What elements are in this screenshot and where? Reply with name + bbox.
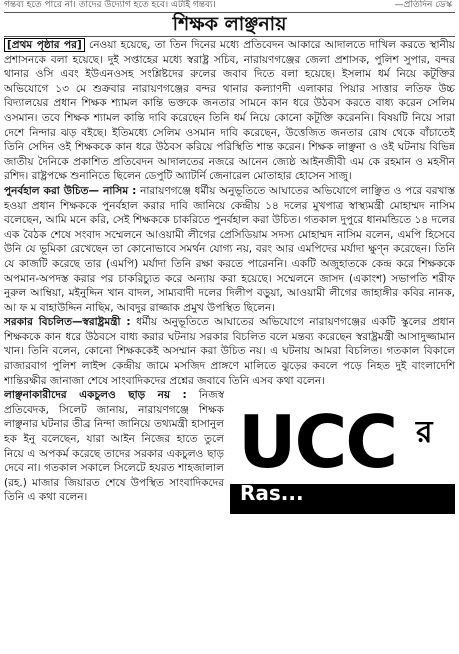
paragraph-nasim <box>4 184 455 315</box>
headline-divider <box>4 36 455 37</box>
ad-band-text: Ras... <box>240 481 304 506</box>
paragraph-home-minister <box>4 315 455 388</box>
paragraph-text: নিজস্ব প্রতিবেদক, সিলেট জানায়, নারায়ণগঞ্জে শিক্ষক লাঞ্ছনার ঘটনার তীব্র নিন্দা জানিয়ে তথ্যমন্ত্রী হাসানুল হক ইনু বলেছেন, যারা আইন নিজের হাতে তুলে নিয়ে এ অপকর্ম করেছে তাদের সরকার একচুলও ছাড় দেবে না। গতকাল সকালে সিলেটে হযরত শাহজালাল (রহ.) মাজার জিয়ারত শেষে উপস্থিত সাংবাদিকদের তিনি এ কথা বলেন। <box>4 389 224 504</box>
paragraph-text: ধর্মীয় অনুভূতিতে আঘাতের অভিযোগে নারায়ণগঞ্জের একটি স্কুলের প্রধান শিক্ষককে কান ধরে উঠবসে বাধ্য করার ঘটনায় সরকার বিচলিত বলে মন্তব্য করেছেন স্বরাষ্ট্রমন্ত্রী আসাদুজ্জামান খান। তিনি বলেন, কোনো শিক্ষককেই অসম্মান করা উচিত নয়। এ ঘটনায় আমরা বিচলিত। গতকাল বিকালে রাজারবাগ পুলিশ লাইন্স কেন্দ্রীয় জামে মসজিদ প্রাঙ্গণে মালিতে ঝুড়ের কবলে পড়ে নিহত দুই বাংলাদেশি শান্তিরক্ষীর জানাজা শেষে সাংবাদিকদের প্রশ্নের জবাবে তিনি এসব কথা বলেন। <box>4 316 455 387</box>
ad-band <box>230 481 455 514</box>
ucc-logo-suffix: র <box>416 415 433 451</box>
advertisement <box>230 404 455 514</box>
paragraph-continuation <box>4 38 455 184</box>
paragraph-text: নেওয়া হয়েছে, তা তিন দিনের মধ্যে প্রতিবেদন আকারে আদালতে দাখিল করতে স্থানীয় প্রশাসনকে বলা হয়েছে। দুই সপ্তাহের মধ্যে স্বরাষ্ট্র সচিব, নারায়ণগঞ্জের জেলা প্রশাসক, পুলিশ সুপার, বন্দর থানার ওসি এবং ইউএনওসহ সংশ্লিষ্টদের রুলের জবাব দিতে বলা হয়েছে। ইসলাম ধর্ম নিয়ে কটূক্তির অভিযোগে ১৩ মে শুক্রবার নারায়ণগঞ্জের বন্দর থানার কল্যাণদী এলাকার পিয়ার সাত্তার লতিফ উচ্চ বিদ্যালয়ের প্রধান শিক্ষক শ্যামল কান্তি ভক্তকে জনতার সামনে কান ধরে উঠবস করতে বাধ্য করেন সেলিম ওসমান। তবে শিক্ষক শ্যামল কান্তি দাবি করেছেন তিনি ধর্ম নিয়ে কোনো কটূক্তি করেননি। বিষয়টি নিয়ে সারা দেশে নিন্দার ঝড় বইছে। ইতিমধ্যে সেলিম ওসমান দাবি করেছেন, উত্তেজিত জনতার রোষ থেকে বাঁচাতেই তিনি সেদিন ওই শিক্ষককে কান ধরে উঠবস করিয়ে পরিস্থিতি শান্ত করেন। শিক্ষক লাঞ্ছনা ও ওই ঘটনায় বিভিন্ন জাতীয় দৈনিকে প্রকাশিত প্রতিবেদন আদালতের নজরে আনেন জ্যেষ্ঠ আইনজীবী এম কে রহমান ও মহসীন রশিদ। রাষ্ট্রপক্ষে শুনানিতে ছিলেন ডেপুটি অ্যাটর্নি জেনারেল মোতাহার হোসেন সাজু। <box>4 39 455 183</box>
previous-article-text: গন্তব্য হতে পারে না। তাদের উদ্যোগ হতে হবে। এটাই গন্তব্য। <box>4 0 216 10</box>
subhead-inu: লাঞ্ছনাকারীদের একচুলও ছাড় নয় : <box>4 389 187 402</box>
continuation-tag: [প্রথম পৃষ্ঠার পর] <box>4 38 85 52</box>
article-body <box>4 38 455 654</box>
ucc-logo-text: UCC <box>238 404 397 485</box>
previous-article-source: —প্রতিদিন ডেস্ক <box>394 0 452 10</box>
article-headline: শিক্ষক লাঞ্ছনায় <box>172 13 287 35</box>
paragraph-text: নারায়ণগঞ্জে ধর্মীয় অনুভূতিতে আঘাতের অভিযোগে লাঞ্ছিত ও পরে বরখাস্ত হওয়া প্রধান শিক্ষককে পুনর্বহাল করার দাবি জানিয়ে কেন্দ্রীয় ১৪ দলের মুখপাত্র স্বাস্থ্যমন্ত্রী মোহাম্মদ নাসিম বলেছেন, আমি মনে করি, সেই শিক্ষককে চাকরিতে পুনর্বহাল করা উচিত। গতকাল দুপুরে ধানমন্ডিতে ১৪ দলের এক বৈঠক শেষে সংবাদ সম্মেলনে আওয়ামী লীগের প্রেসিডিয়াম সদস্য মোহাম্মদ নাসিম বলেন, এমপি হিসেবে উনি যে ভূমিকা রেখেছেন তা কোনোভাবে সমর্থন যোগ্য নয়, বরং আর এমপিদের মর্যাদা ক্ষুণ্ন করেছেন। তিনি যে কাজটি করেছে তার (এমপি) মর্যাদা তিনি রক্ষা করতে পারেননি। একটি অজুহাতকে কেন্দ্র করে শিক্ষককে অপমান-অপদস্ত করার পর চাকরিচ্যুত করে অন্যায় করা হয়েছে। সম্মেলনে জাসদ (একাংশ) সভাপতি শরীফ নুরুল আম্বিয়া, মইনুদ্দিন খান বাদল, সাম্যবাদী দলের দিলীপ বড়ুয়া, আওয়ামী লীগের জাহাঙ্গীর কবির নানক, আ ফ ম বাহাউদ্দিন নাছিম, আবদুর রাজ্জাক প্রমুখ উপস্থিত ছিলেন। <box>4 184 455 314</box>
ucc-logo <box>230 404 455 514</box>
subhead-nasim: পুনর্বহাল করা উচিত— নাসিম : <box>4 184 137 197</box>
subhead-home-minister: সরকার বিচলিত—স্বরাষ্ট্রমন্ত্রী : <box>4 316 131 329</box>
